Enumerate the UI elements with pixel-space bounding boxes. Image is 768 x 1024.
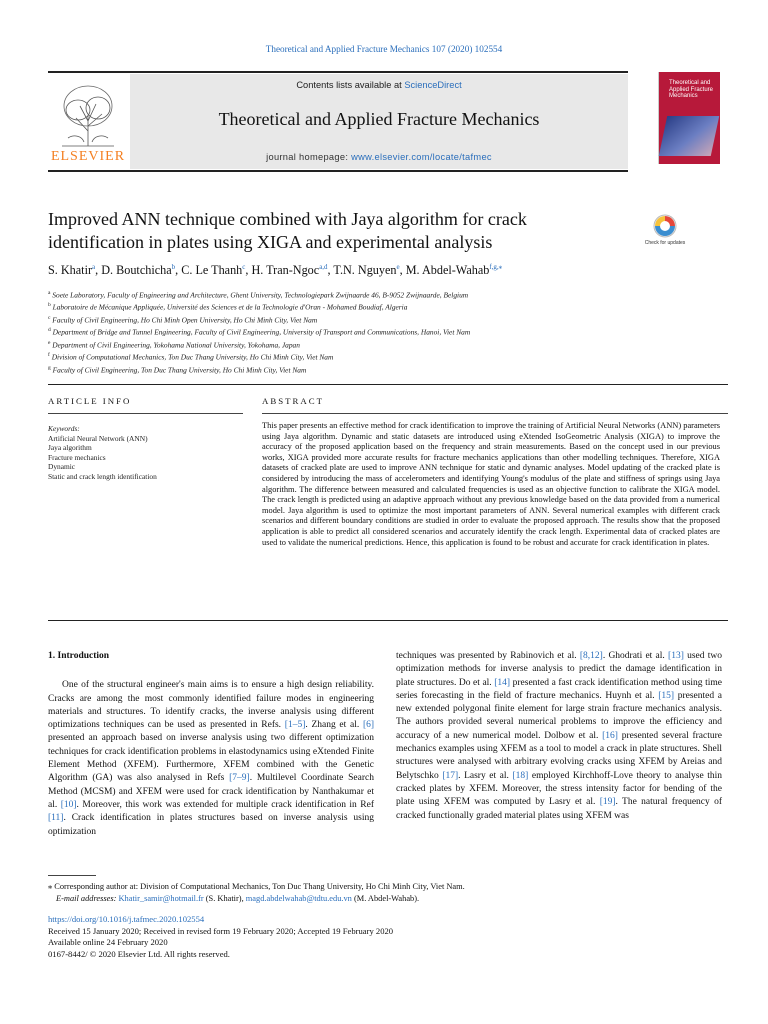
affiliation-item [48, 338, 728, 350]
reference-link[interactable]: [19] [599, 797, 616, 808]
journal-cover-image[interactable] [645, 72, 720, 164]
affiliation-item [48, 363, 728, 375]
body-text: . Multilevel Coordinate Search Method (MCSM) and XFEM were used for crack identification by Nanthakumar et al. [48, 773, 374, 810]
cover-spine [645, 72, 659, 164]
keyword-item: Fracture mechanics [48, 452, 106, 462]
body-text: used two optimization methods for inverse analysis to predict the damage identification in plate structures. Do et al. [396, 651, 723, 688]
author-affiliation-marker[interactable]: c [242, 263, 246, 271]
affiliation-text: Faculty of Civil Engineering, Ho Chi Minh Open University, Ho Chi Minh City, Viet Nam [50, 315, 318, 325]
header-bottom-rule [48, 170, 628, 172]
affiliation-text: Faculty of Civil Engineering, Ton Duc Thang University, Ho Chi Minh City, Viet Nam [50, 365, 307, 375]
body-text: One of the structural engineer's main aims is to ensure a high design reliability. Cracks are among the most commonly identified failure modes in engineering materials and structures. To identify cracks, the inverse analysis using different optimizations techniques can be used as presented in Refs. [48, 680, 374, 731]
body-text: . Ghodrati et al. [602, 651, 669, 661]
keywords-block [48, 424, 248, 482]
crossmark-label: Check for updates [644, 240, 686, 246]
reference-link[interactable]: [1–5] [284, 720, 306, 731]
affiliation-key: a [48, 290, 51, 296]
email-owner-1: (S. Khatir), [203, 894, 246, 903]
body-text: techniques was presented by Rabinovich et al. [396, 651, 580, 661]
homepage-prefix: journal homepage: [266, 152, 352, 162]
section-rule [48, 384, 728, 385]
body-text: employed Kirchhoff-Love theory to analyse thin cracked plates by XFEM. Moreover, the stress intensity factor for bending of the plate using XFEM was computed by Lasry et al. [396, 770, 723, 808]
author-name[interactable]: S. Khatir [48, 263, 93, 278]
affiliation-key: c [48, 314, 51, 321]
author-name[interactable]: M. Abdel-Wahab [405, 263, 490, 278]
reference-link[interactable]: [16] [602, 730, 618, 741]
paper-title: Improved ANN technique combined with Jaya algorithm for crack identification in plates using XIGA and experimental analysis [48, 209, 527, 252]
body-text: presented a fast crack identification method using time series forecasting in the field of fracture mechanics. Huynh et al. [396, 677, 722, 701]
body-text: presented several fracture mechanics examples using XFEM as a tool to model a crack in plate structures. Shell structures were analysed with arbitrary evolving cracks using XFEM by Areias and Belytschko [396, 730, 722, 781]
keyword-item: Artificial Neural Network (ANN) [48, 433, 148, 443]
body-column-left [48, 650, 374, 839]
author-affiliation-marker[interactable]: f,g,⁎ [489, 263, 503, 271]
body-column-right [396, 650, 722, 823]
cover-title: Theoretical and Applied Fracture Mechanics [669, 80, 714, 99]
footnote-rule [48, 875, 96, 876]
keyword-item: Jaya algorithm [48, 443, 92, 453]
affiliation-text: Division of Computational Mechanics, Ton Duc Thang University, Ho Chi Minh City, Viet Nam [49, 352, 334, 362]
reference-link[interactable]: [15] [658, 690, 675, 701]
journal-citation-link[interactable]: Theoretical and Applied Fracture Mechanics 107 (2020) 102554 [265, 44, 503, 54]
copyright-line: 0167-8442/ © 2020 Elsevier Ltd. All rights reserved. [48, 948, 230, 959]
affiliation-key: e [48, 339, 51, 346]
sciencedirect-link[interactable]: ScienceDirect [404, 80, 462, 90]
crossmark-icon[interactable] [644, 212, 686, 252]
affiliation-key: d [48, 327, 51, 334]
affiliation-text: Laboratoire de Mécanique Appliquée, Université des Sciences et de la Technologie d'Oran - Mohamed Boudiaf, Algeria [50, 302, 408, 312]
affiliation-key: g [48, 364, 51, 371]
introduction-heading: 1. Introduction [48, 651, 110, 661]
reference-link[interactable]: [10] [60, 799, 77, 810]
header-top-rule [48, 71, 628, 73]
contents-prefix: Contents lists available at [296, 80, 405, 90]
keyword-item: Dynamic [48, 462, 76, 472]
affiliation-list [48, 288, 728, 375]
body-text: . Crack identification in plates structures based on inverse analysis using optimization [48, 813, 374, 837]
online-date: Available online 24 February 2020 [48, 937, 168, 947]
introduction-paragraph [48, 679, 374, 839]
corresponding-author-note: ⁎ Corresponding author at: Division of Computational Mechanics, Ton Duc Thang University, Ho Chi Minh City, Viet Nam. [48, 882, 465, 891]
reference-link[interactable]: [11] [48, 813, 64, 824]
introduction-paragraph-continued [396, 650, 722, 823]
body-text: . Moreover, this work was extended for multiple crack identification in Ref [76, 799, 375, 810]
author-name[interactable]: D. Boutchicha [101, 263, 172, 278]
body-text: . The natural frequency of cracked functionally graded material plates using XFEM was [396, 797, 722, 821]
affiliation-item [48, 350, 728, 362]
footnote [48, 881, 728, 905]
body-text: . Lasry et al. [458, 770, 513, 781]
keyword-item: Static and crack length identification [48, 471, 157, 481]
author-affiliation-marker[interactable]: b [171, 263, 176, 271]
reference-link[interactable]: [7–9] [229, 773, 250, 784]
email-owner-2: (M. Abdel-Wahab). [351, 894, 420, 903]
affiliation-item [48, 325, 728, 337]
email-label: E-mail addresses: [56, 894, 119, 903]
body-text: presented an approach based on inverse analysis using two different optimization techniques for crack identification problems in elastodynamics using eXtended Finite Element Method (XFEM). Furthermore, XFEM combined with the Genetic Algorithm (GA) was also analysed in Refs [48, 733, 374, 784]
body-text: . Zhang et al. [305, 720, 363, 731]
reference-link[interactable]: [17] [442, 770, 459, 781]
reference-link[interactable]: [6] [362, 720, 375, 731]
email-link-khatir[interactable]: Khatir_samir@hotmail.fr [118, 894, 204, 903]
abstract-end-rule [48, 620, 728, 621]
journal-homepage [130, 152, 628, 162]
author-affiliation-marker[interactable]: a,d [319, 263, 328, 271]
reference-link[interactable]: [14] [494, 677, 511, 688]
affiliation-text: Department of Civil Engineering, Yokohama National University, Yokohama, Japan [50, 340, 300, 350]
publication-info [48, 914, 728, 960]
contents-line [130, 80, 628, 90]
affiliation-text: Soete Laboratory, Faculty of Engineering and Architecture, Ghent University, Technologiepark Zwijnaarde 46, B-9052 Zwijnaarde, Belgium [50, 290, 469, 300]
affiliation-item [48, 288, 728, 300]
abstract-rule [262, 413, 728, 414]
affiliation-text: Department of Bridge and Tunnel Engineering, Faculty of Civil Engineering, University of Transport and Communications, Hanoi, Viet Nam [50, 327, 471, 337]
homepage-link[interactable]: www.elsevier.com/locate/tafmec [351, 152, 492, 162]
abstract-heading: ABSTRACT [262, 396, 324, 406]
article-info-rule [48, 413, 243, 414]
doi-link[interactable]: https://doi.org/10.1016/j.tafmec.2020.102554 [48, 914, 205, 924]
reference-link[interactable]: [8,12] [579, 651, 603, 661]
email-link-abdel-wahab[interactable]: magd.abdelwahab@tdtu.edu.vn [245, 894, 352, 903]
cover-artwork [659, 116, 720, 156]
reference-link[interactable]: [18] [512, 770, 529, 781]
keywords-list [48, 434, 248, 482]
article-info-heading: ARTICLE INFO [48, 396, 132, 406]
author-affiliation-marker[interactable]: a [92, 263, 96, 271]
reference-link[interactable]: [13] [668, 651, 684, 661]
affiliation-item [48, 313, 728, 325]
affiliation-key: b [48, 302, 51, 309]
elsevier-wordmark: ELSEVIER [50, 149, 126, 164]
author-name[interactable]: T.N. Nguyen [333, 263, 397, 278]
author-name[interactable]: H. Tran-Ngoc [251, 263, 320, 278]
author-affiliation-marker[interactable]: e [396, 263, 400, 271]
body-text: presented a new extended polygonal finite element for large strain fracture mechanics analysis. The authors provided several numerical problems to improve the efficiency and accuracy of a new numerical model. Dolbow et al. [396, 690, 722, 741]
received-dates: Received 15 January 2020; Received in revised form 19 February 2020; Accepted 19 February 2020 [48, 925, 394, 936]
author-name[interactable]: C. Le Thanh [181, 263, 243, 278]
affiliation-key: f [48, 352, 50, 359]
keywords-label: Keywords: [48, 424, 80, 433]
email-line [48, 893, 728, 905]
journal-title: Theoretical and Applied Fracture Mechanics [218, 109, 540, 129]
abstract-text: This paper presents an effective method for crack identification to improve the training of Artificial Neural Networks (ANN) parameters using Jaya algorithm. Dynamic and static datasets are introduced using eXtended IsoGeometric Analysis (XIGA) to improve the accuracy of the proposed application based on the frequency and strain measurements. Based on the concept used in our previous works, XIGA provided more accurate results for fracture mechanics applications than other modelling techniques. Therefore, XIGA datasets of cracked plate are used to improve ANN technique for static and dynamic analyses. Model updating of the cracked plate is considered by introducing the mass of accelerometers and identifying Young's modulus of the plate and stiffness of springs using Jaya algorithm. The difference between measured and calculated frequencies is used as an objective function to calibrate the XIGA model. The crack length is predicted using an adaptive approach without any previous knowledge based on the data provided from a numerical model. Jaya algorithm is used to optimize the most important parameters of ANN. Several numerical examples with different crack scenarios and different boundary conditions are studied in order to evaluate the proposed approach. The results show that the proposed application is able to predict all considered scenarios and accurately identify the crack length. Experimental data of cracked plates are used to validate the numerical predictions. Hence, this application is found to be robust and accurate for crack identification in plates. [262, 421, 720, 547]
affiliation-item [48, 300, 728, 312]
author-list: S. Khatir$^a$, D. Boutchicha$^b$, C. Le Thanh$^c$, H. Tran-Ngoc$^{a,d}$, T.N. Nguyen$^e$, M. Abdel-Wahab$^{f,g,⁎}$ [48, 263, 503, 278]
